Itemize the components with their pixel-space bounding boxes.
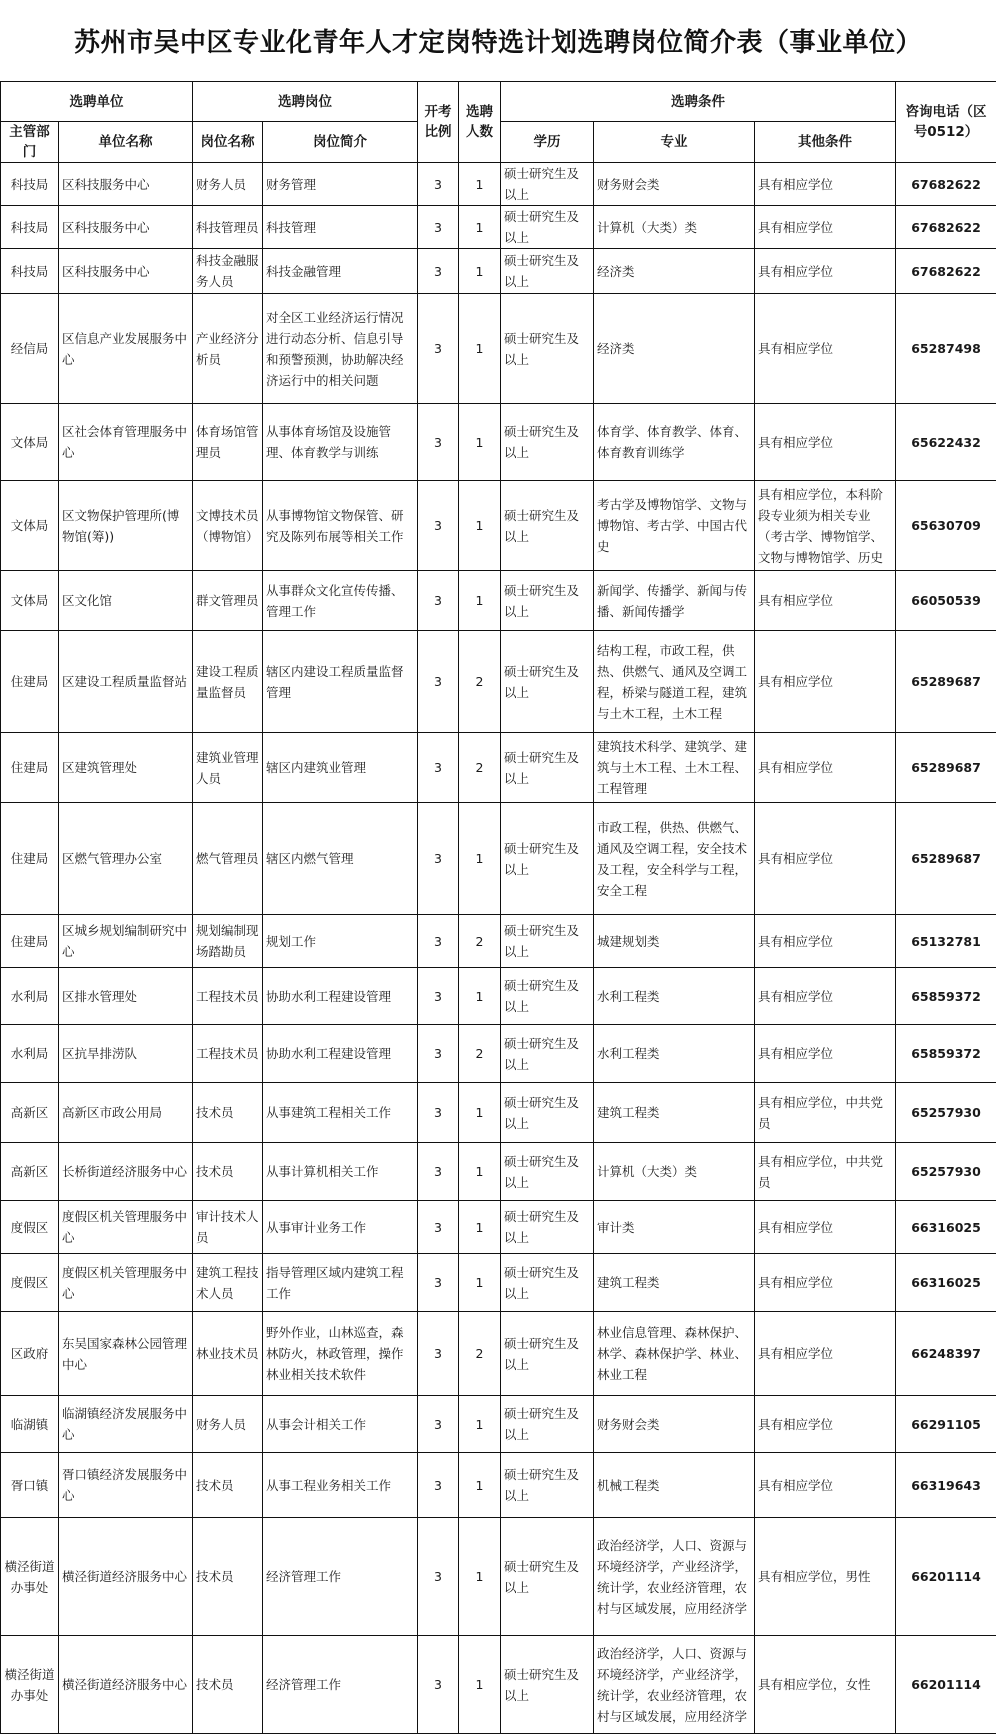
post-name-cell: 工程技术员: [193, 1025, 263, 1083]
unit-name-cell: 高新区市政公用局: [59, 1083, 193, 1143]
education-cell: 硕士研究生及以上: [501, 915, 594, 968]
phone-cell: 66050539: [896, 571, 996, 631]
count-cell: 1: [459, 1518, 501, 1636]
post-desc-cell: 从事会计相关工作: [263, 1396, 418, 1453]
post-desc-cell: 经济管理工作: [263, 1518, 418, 1636]
phone-cell: 65287498: [896, 294, 996, 404]
phone-cell: 65289687: [896, 803, 996, 915]
unit-name-cell: 度假区机关管理服务中心: [59, 1201, 193, 1254]
post-name-cell: 技术员: [193, 1143, 263, 1201]
count-cell: 2: [459, 733, 501, 803]
header-post-name: 岗位名称: [193, 122, 263, 163]
post-name-cell: 规划编制现场踏勘员: [193, 915, 263, 968]
post-desc-cell: 协助水利工程建设管理: [263, 1025, 418, 1083]
table-row: [1, 968, 996, 1025]
count-cell: 1: [459, 1083, 501, 1143]
phone-cell: 66201114: [896, 1518, 996, 1636]
education-cell: 硕士研究生及以上: [501, 206, 594, 249]
table-row: [1, 1636, 996, 1734]
education-cell: 硕士研究生及以上: [501, 1312, 594, 1396]
header-education: 学历: [501, 122, 594, 163]
education-cell: 硕士研究生及以上: [501, 631, 594, 733]
other-conditions-cell: 具有相应学位: [755, 631, 896, 733]
unit-name-cell: 区科技服务中心: [59, 163, 193, 206]
table-row: [1, 1254, 996, 1312]
other-conditions-cell: 具有相应学位: [755, 803, 896, 915]
major-cell: 政治经济学，人口、资源与环境经济学，产业经济学，统计学，农业经济管理，农村与区域发展，应用经济学: [594, 1636, 755, 1734]
other-conditions-cell: 具有相应学位: [755, 1396, 896, 1453]
dept-cell: 胥口镇: [1, 1453, 59, 1518]
ratio-cell: 3: [418, 1396, 459, 1453]
count-cell: 1: [459, 1201, 501, 1254]
ratio-cell: 3: [418, 571, 459, 631]
post-name-cell: 科技管理员: [193, 206, 263, 249]
table-row: [1, 1518, 996, 1636]
unit-name-cell: 临湖镇经济发展服务中心: [59, 1396, 193, 1453]
unit-name-cell: 区燃气管理办公室: [59, 803, 193, 915]
major-cell: 新闻学、传播学、新闻与传播、新闻传播学: [594, 571, 755, 631]
education-cell: 硕士研究生及以上: [501, 1083, 594, 1143]
other-conditions-cell: 具有相应学位，男性: [755, 1518, 896, 1636]
table-row: [1, 404, 996, 481]
post-desc-cell: 财务管理: [263, 163, 418, 206]
header-phone: 咨询电话（区号0512）: [896, 82, 996, 163]
post-name-cell: 技术员: [193, 1518, 263, 1636]
post-name-cell: 工程技术员: [193, 968, 263, 1025]
dept-cell: 高新区: [1, 1143, 59, 1201]
count-cell: 1: [459, 1396, 501, 1453]
major-cell: 审计类: [594, 1201, 755, 1254]
unit-name-cell: 东吴国家森林公园管理中心: [59, 1312, 193, 1396]
education-cell: 硕士研究生及以上: [501, 404, 594, 481]
post-name-cell: 技术员: [193, 1083, 263, 1143]
education-cell: 硕士研究生及以上: [501, 481, 594, 571]
education-cell: 硕士研究生及以上: [501, 1453, 594, 1518]
ratio-cell: 3: [418, 1254, 459, 1312]
phone-cell: 65859372: [896, 1025, 996, 1083]
unit-name-cell: 区信息产业发展服务中心: [59, 294, 193, 404]
unit-name-cell: 区科技服务中心: [59, 206, 193, 249]
count-cell: 1: [459, 803, 501, 915]
header-post-group: 选聘岗位: [193, 82, 418, 122]
table-row: [1, 163, 996, 206]
dept-cell: 科技局: [1, 206, 59, 249]
phone-cell: 66319643: [896, 1453, 996, 1518]
ratio-cell: 3: [418, 1143, 459, 1201]
count-cell: 1: [459, 1453, 501, 1518]
table-row: [1, 1083, 996, 1143]
major-cell: 建筑工程类: [594, 1083, 755, 1143]
count-cell: 1: [459, 206, 501, 249]
other-conditions-cell: 具有相应学位，女性: [755, 1636, 896, 1734]
major-cell: 经济类: [594, 294, 755, 404]
unit-name-cell: 区抗旱排涝队: [59, 1025, 193, 1083]
ratio-cell: 3: [418, 1025, 459, 1083]
post-desc-cell: 从事工程业务相关工作: [263, 1453, 418, 1518]
post-name-cell: 科技金融服务人员: [193, 249, 263, 294]
education-cell: 硕士研究生及以上: [501, 163, 594, 206]
count-cell: 2: [459, 915, 501, 968]
phone-cell: 65257930: [896, 1143, 996, 1201]
phone-cell: 66316025: [896, 1254, 996, 1312]
dept-cell: 科技局: [1, 249, 59, 294]
post-desc-cell: 从事群众文化宣传传播、管理工作: [263, 571, 418, 631]
table-row: [1, 206, 996, 249]
education-cell: 硕士研究生及以上: [501, 1025, 594, 1083]
table-row: [1, 249, 996, 294]
count-cell: 1: [459, 163, 501, 206]
ratio-cell: 3: [418, 1518, 459, 1636]
table-row: [1, 1025, 996, 1083]
dept-cell: 横泾街道办事处: [1, 1636, 59, 1734]
phone-cell: 66248397: [896, 1312, 996, 1396]
post-desc-cell: 辖区内建设工程质量监督管理: [263, 631, 418, 733]
post-desc-cell: 从事审计业务工作: [263, 1201, 418, 1254]
unit-name-cell: 区城乡规划编制研究中心: [59, 915, 193, 968]
dept-cell: 文体局: [1, 481, 59, 571]
dept-cell: 住建局: [1, 915, 59, 968]
post-name-cell: 建筑工程技术人员: [193, 1254, 263, 1312]
count-cell: 2: [459, 1025, 501, 1083]
header-other: 其他条件: [755, 122, 896, 163]
dept-cell: 临湖镇: [1, 1396, 59, 1453]
education-cell: 硕士研究生及以上: [501, 249, 594, 294]
unit-name-cell: 胥口镇经济发展服务中心: [59, 1453, 193, 1518]
dept-cell: 文体局: [1, 571, 59, 631]
ratio-cell: 3: [418, 968, 459, 1025]
count-cell: 2: [459, 631, 501, 733]
major-cell: 城建规划类: [594, 915, 755, 968]
post-desc-cell: 科技管理: [263, 206, 418, 249]
phone-cell: 66201114: [896, 1636, 996, 1734]
header-unit-name: 单位名称: [59, 122, 193, 163]
phone-cell: 67682622: [896, 206, 996, 249]
unit-name-cell: 度假区机关管理服务中心: [59, 1254, 193, 1312]
dept-cell: 住建局: [1, 803, 59, 915]
phone-cell: 65132781: [896, 915, 996, 968]
dept-cell: 区政府: [1, 1312, 59, 1396]
ratio-cell: 3: [418, 631, 459, 733]
major-cell: 体育学、体育教学、体育、体育教育训练学: [594, 404, 755, 481]
dept-cell: 文体局: [1, 404, 59, 481]
post-name-cell: 燃气管理员: [193, 803, 263, 915]
ratio-cell: 3: [418, 1083, 459, 1143]
post-desc-cell: 野外作业，山林巡查，森林防火，林政管理，操作林业相关技术软件: [263, 1312, 418, 1396]
count-cell: 1: [459, 1143, 501, 1201]
education-cell: 硕士研究生及以上: [501, 968, 594, 1025]
unit-name-cell: 区文化馆: [59, 571, 193, 631]
post-desc-cell: 从事体育场馆及设施管理、体育教学与训练: [263, 404, 418, 481]
ratio-cell: 3: [418, 481, 459, 571]
page-title: 苏州市吴中区专业化青年人才定岗特选计划选聘岗位简介表（事业单位）: [0, 0, 996, 81]
education-cell: 硕士研究生及以上: [501, 803, 594, 915]
phone-cell: 65289687: [896, 733, 996, 803]
education-cell: 硕士研究生及以上: [501, 1636, 594, 1734]
ratio-cell: 3: [418, 163, 459, 206]
table-row: [1, 631, 996, 733]
header-unit-group: 选聘单位: [1, 82, 193, 122]
education-cell: 硕士研究生及以上: [501, 1254, 594, 1312]
other-conditions-cell: 具有相应学位: [755, 968, 896, 1025]
education-cell: 硕士研究生及以上: [501, 294, 594, 404]
table-row: [1, 1312, 996, 1396]
major-cell: 建筑技术科学、建筑学、建筑与土木工程、土木工程、工程管理: [594, 733, 755, 803]
major-cell: 林业信息管理、森林保护、林学、森林保护学、林业、林业工程: [594, 1312, 755, 1396]
education-cell: 硕士研究生及以上: [501, 1143, 594, 1201]
ratio-cell: 3: [418, 733, 459, 803]
major-cell: 计算机（大类）类: [594, 1143, 755, 1201]
ratio-cell: 3: [418, 206, 459, 249]
post-name-cell: 体育场馆管理员: [193, 404, 263, 481]
header-major: 专业: [594, 122, 755, 163]
ratio-cell: 3: [418, 1636, 459, 1734]
unit-name-cell: 长桥街道经济服务中心: [59, 1143, 193, 1201]
dept-cell: 经信局: [1, 294, 59, 404]
phone-cell: 65859372: [896, 968, 996, 1025]
other-conditions-cell: 具有相应学位: [755, 249, 896, 294]
other-conditions-cell: 具有相应学位: [755, 733, 896, 803]
post-desc-cell: 对全区工业经济运行情况进行动态分析、信息引导和预警预测，协助解决经济运行中的相关问题: [263, 294, 418, 404]
other-conditions-cell: 具有相应学位: [755, 294, 896, 404]
other-conditions-cell: 具有相应学位，本科阶段专业须为相关专业（考古学、博物馆学、文物与博物馆学、历史: [755, 481, 896, 571]
table-row: [1, 733, 996, 803]
header-conditions-group: 选聘条件: [501, 82, 896, 122]
phone-cell: 65630709: [896, 481, 996, 571]
education-cell: 硕士研究生及以上: [501, 733, 594, 803]
unit-name-cell: 区社会体育管理服务中心: [59, 404, 193, 481]
header-dept: 主管部门: [1, 122, 59, 163]
header-post-desc: 岗位简介: [263, 122, 418, 163]
unit-name-cell: 区建设工程质量监督站: [59, 631, 193, 733]
post-name-cell: 文博技术员（博物馆）: [193, 481, 263, 571]
education-cell: 硕士研究生及以上: [501, 571, 594, 631]
header-count: 选聘人数: [459, 82, 501, 163]
post-desc-cell: 协助水利工程建设管理: [263, 968, 418, 1025]
count-cell: 1: [459, 481, 501, 571]
post-desc-cell: 辖区内建筑业管理: [263, 733, 418, 803]
ratio-cell: 3: [418, 294, 459, 404]
major-cell: 财务财会类: [594, 163, 755, 206]
phone-cell: 66316025: [896, 1201, 996, 1254]
dept-cell: 高新区: [1, 1083, 59, 1143]
post-name-cell: 建筑业管理人员: [193, 733, 263, 803]
post-desc-cell: 从事计算机相关工作: [263, 1143, 418, 1201]
count-cell: 1: [459, 249, 501, 294]
post-name-cell: 财务人员: [193, 163, 263, 206]
dept-cell: 住建局: [1, 733, 59, 803]
major-cell: 政治经济学，人口、资源与环境经济学，产业经济学，统计学，农业经济管理，农村与区域发展，应用经济学: [594, 1518, 755, 1636]
ratio-cell: 3: [418, 404, 459, 481]
other-conditions-cell: 具有相应学位: [755, 1025, 896, 1083]
table-row: [1, 571, 996, 631]
major-cell: 建筑工程类: [594, 1254, 755, 1312]
post-desc-cell: 从事建筑工程相关工作: [263, 1083, 418, 1143]
post-name-cell: 林业技术员: [193, 1312, 263, 1396]
major-cell: 财务财会类: [594, 1396, 755, 1453]
unit-name-cell: 横泾街道经济服务中心: [59, 1518, 193, 1636]
ratio-cell: 3: [418, 803, 459, 915]
post-desc-cell: 辖区内燃气管理: [263, 803, 418, 915]
dept-cell: 水利局: [1, 968, 59, 1025]
table-row: [1, 294, 996, 404]
table-row: [1, 915, 996, 968]
unit-name-cell: 区文物保护管理所(博物馆(筹)): [59, 481, 193, 571]
count-cell: 1: [459, 294, 501, 404]
other-conditions-cell: 具有相应学位: [755, 571, 896, 631]
unit-name-cell: 横泾街道经济服务中心: [59, 1636, 193, 1734]
count-cell: 2: [459, 1312, 501, 1396]
phone-cell: 67682622: [896, 163, 996, 206]
major-cell: 水利工程类: [594, 968, 755, 1025]
other-conditions-cell: 具有相应学位: [755, 1453, 896, 1518]
post-name-cell: 群文管理员: [193, 571, 263, 631]
education-cell: 硕士研究生及以上: [501, 1518, 594, 1636]
other-conditions-cell: 具有相应学位: [755, 404, 896, 481]
table-row: [1, 803, 996, 915]
other-conditions-cell: 具有相应学位: [755, 915, 896, 968]
major-cell: 机械工程类: [594, 1453, 755, 1518]
major-cell: 结构工程，市政工程，供热、供燃气、通风及空调工程，桥梁与隧道工程，建筑与土木工程，土木工程: [594, 631, 755, 733]
ratio-cell: 3: [418, 1201, 459, 1254]
dept-cell: 度假区: [1, 1201, 59, 1254]
phone-cell: 65257930: [896, 1083, 996, 1143]
other-conditions-cell: 具有相应学位: [755, 206, 896, 249]
other-conditions-cell: 具有相应学位: [755, 1254, 896, 1312]
education-cell: 硕士研究生及以上: [501, 1201, 594, 1254]
post-desc-cell: 规划工作: [263, 915, 418, 968]
ratio-cell: 3: [418, 1312, 459, 1396]
count-cell: 1: [459, 571, 501, 631]
header-ratio: 开考比例: [418, 82, 459, 163]
major-cell: 水利工程类: [594, 1025, 755, 1083]
post-name-cell: 技术员: [193, 1453, 263, 1518]
other-conditions-cell: 具有相应学位: [755, 1201, 896, 1254]
other-conditions-cell: 具有相应学位: [755, 163, 896, 206]
education-cell: 硕士研究生及以上: [501, 1396, 594, 1453]
phone-cell: 67682622: [896, 249, 996, 294]
count-cell: 1: [459, 1254, 501, 1312]
post-name-cell: 财务人员: [193, 1396, 263, 1453]
count-cell: 1: [459, 968, 501, 1025]
dept-cell: 横泾街道办事处: [1, 1518, 59, 1636]
other-conditions-cell: 具有相应学位: [755, 1312, 896, 1396]
post-desc-cell: 科技金融管理: [263, 249, 418, 294]
phone-cell: 65622432: [896, 404, 996, 481]
positions-table: [0, 81, 996, 1734]
major-cell: 计算机（大类）类: [594, 206, 755, 249]
dept-cell: 度假区: [1, 1254, 59, 1312]
major-cell: 市政工程，供热、供燃气、通风及空调工程，安全技术及工程，安全科学与工程，安全工程: [594, 803, 755, 915]
post-name-cell: 建设工程质量监督员: [193, 631, 263, 733]
other-conditions-cell: 具有相应学位，中共党员: [755, 1083, 896, 1143]
major-cell: 考古学及博物馆学、文物与博物馆、考古学、中国古代史: [594, 481, 755, 571]
post-desc-cell: 指导管理区域内建筑工程工作: [263, 1254, 418, 1312]
post-name-cell: 产业经济分析员: [193, 294, 263, 404]
count-cell: 1: [459, 404, 501, 481]
unit-name-cell: 区排水管理处: [59, 968, 193, 1025]
table-row: [1, 1396, 996, 1453]
table-row: [1, 1453, 996, 1518]
table-row: [1, 1143, 996, 1201]
ratio-cell: 3: [418, 1453, 459, 1518]
post-name-cell: 审计技术人员: [193, 1201, 263, 1254]
phone-cell: 65289687: [896, 631, 996, 733]
other-conditions-cell: 具有相应学位，中共党员: [755, 1143, 896, 1201]
count-cell: 1: [459, 1636, 501, 1734]
table-row: [1, 481, 996, 571]
ratio-cell: 3: [418, 915, 459, 968]
ratio-cell: 3: [418, 249, 459, 294]
post-desc-cell: 从事博物馆文物保管、研究及陈列布展等相关工作: [263, 481, 418, 571]
dept-cell: 科技局: [1, 163, 59, 206]
major-cell: 经济类: [594, 249, 755, 294]
post-name-cell: 技术员: [193, 1636, 263, 1734]
unit-name-cell: 区建筑管理处: [59, 733, 193, 803]
dept-cell: 水利局: [1, 1025, 59, 1083]
table-row: [1, 1201, 996, 1254]
dept-cell: 住建局: [1, 631, 59, 733]
unit-name-cell: 区科技服务中心: [59, 249, 193, 294]
phone-cell: 66291105: [896, 1396, 996, 1453]
post-desc-cell: 经济管理工作: [263, 1636, 418, 1734]
